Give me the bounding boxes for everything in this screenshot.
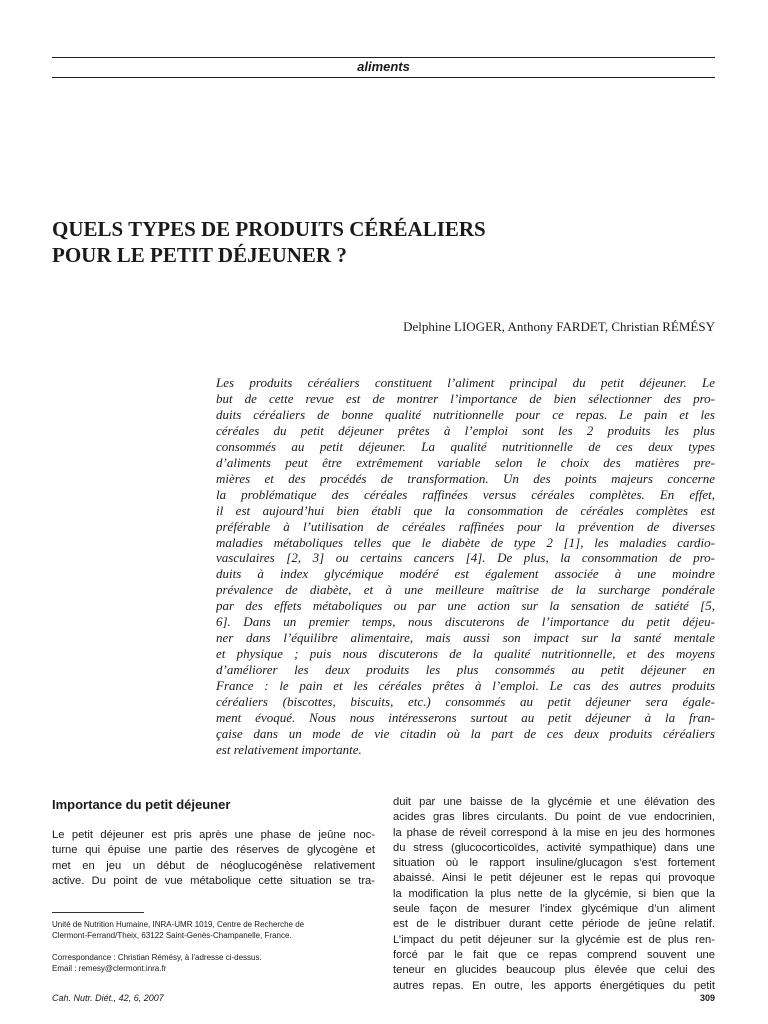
- footnote-correspondence: [52, 953, 375, 974]
- abstract-line: prévalence de diabète, et à une meilleure maîtrise de la surcharge pondérale: [216, 582, 715, 598]
- abstract-line: but de cette revue est de montrer l’importance de bien sélectionner des pro-: [216, 390, 715, 406]
- abstract-line: la problématique des céréales raffinées versus céréales complètes. En effet,: [216, 486, 715, 502]
- body-line: L’impact du petit déjeuner sur la glycémie est de plus ren-: [393, 933, 715, 946]
- body-column-left: [52, 828, 375, 889]
- section-heading: Importance du petit déjeuner: [52, 797, 231, 812]
- body-line: est de le distribuer durant cette période de jeûne relatif.: [393, 918, 715, 931]
- abstract-line: Les produits céréaliers constituent l’aliment principal du petit déjeuner. Le: [216, 375, 715, 390]
- article-authors: Delphine LIOGER, Anthony FARDET, Christian RÉMÉSY: [403, 319, 715, 334]
- abstract-line: ment évoqué. Nous nous intéresserons surtout au petit déjeuner à la fran-: [216, 710, 715, 726]
- footnote-rule: [52, 912, 144, 913]
- abstract-line: vasculaires [2, 3] ou certains cancers [4]. De plus, la consommation de pro-: [216, 550, 715, 566]
- abstract-line: d’améliorer les deux produits les plus consommés au petit déjeuner en: [216, 662, 715, 678]
- body-line: Le petit déjeuner est pris après une phase de jeûne noc-: [52, 829, 375, 841]
- body-line: la modification la plus nette de la glycémie, si bien que la: [393, 887, 715, 900]
- abstract-line: duits céréaliers de bonne qualité nutritionnelle pour ce repas. Le pain et les: [216, 406, 715, 422]
- body-line: turne qui épuise une partie des réserves de glycogène et: [52, 844, 375, 857]
- body-line: seule façon de mesurer l’index glycémique d’un aliment: [393, 903, 715, 916]
- body-line: teneur en glucides beaucoup plus élevée que celui des: [393, 964, 715, 977]
- journal-reference: Cah. Nutr. Diét., 42, 6, 2007: [52, 993, 164, 1003]
- body-line: la phase de réveil correspond à la mise en jeu des hormones: [393, 826, 715, 839]
- footnote-line: Unité de Nutrition Humaine, INRA-UMR 1019, Centre de Recherche de: [52, 920, 305, 929]
- abstract-line: duits à index glycémique modéré est également associée à une moindre: [216, 566, 715, 582]
- abstract-line: maladies métaboliques telles que le diabète de type 2 [1], les maladies cardio-: [216, 534, 715, 550]
- body-line: autres repas. En outre, les apports énergétiques du petit: [393, 979, 715, 992]
- abstract-line: çaise dans un mode de vie citadin où la part de ces deux produits céréaliers: [216, 725, 715, 741]
- section-label: aliments: [357, 59, 410, 74]
- body-line: active. Du point de vue métabolique cette situation se tra-: [52, 874, 375, 887]
- article-abstract: [216, 375, 715, 758]
- header-rule-bottom: [52, 77, 715, 78]
- page-number: 309: [699, 993, 715, 1003]
- footnote-line: Correspondance : Christian Rémésy, à l’adresse ci-dessus.: [52, 953, 262, 962]
- abstract-line: céréaliers (biscottes, biscuits, etc.) consommés au petit déjeuner sera égale-: [216, 694, 715, 710]
- body-line: met en jeu un début de néoglucogénèse relativement: [52, 859, 375, 872]
- body-line: acides gras libres circulants. Du point de vue endocrinien,: [393, 811, 715, 824]
- abstract-line: céréales du petit déjeuner prêtes à l’emploi sont les 2 produits les plus: [216, 422, 715, 438]
- abstract-line: d’aliments peut être extrêmement variable selon le choix des matières pre-: [216, 454, 715, 470]
- body-column-right: [393, 795, 715, 994]
- abstract-line: il est aujourd’hui bien établi que la consommation de céréales complètes est: [216, 502, 715, 518]
- body-line: duit par une baisse de la glycémie et une élévation des: [393, 796, 715, 808]
- abstract-line: et physique ; puis nous discuterons de la qualité nutritionnelle, et des moyens: [216, 646, 715, 662]
- abstract-line: 6]. Dans un premier temps, nous discuterons de l’importance du petit déjeu-: [216, 614, 715, 630]
- body-line: abaissé. Ainsi le petit déjeuner est le repas qui provoque: [393, 872, 715, 885]
- abstract-line: préférable à l’utilisation de céréales raffinées pour la prévention de diverses: [216, 518, 715, 534]
- body-line: du stress (glucocorticoïdes, activité sympathique) dans une: [393, 841, 715, 854]
- abstract-line: consommés au petit déjeuner. La qualité nutritionnelle de ces deux types: [216, 438, 715, 454]
- abstract-line: par des effets métaboliques ou par une action sur la sensation de satiété [5,: [216, 598, 715, 614]
- title-line: QUELS TYPES DE PRODUITS CÉRÉALIERS: [52, 217, 486, 241]
- footnote-affiliation: [52, 920, 375, 941]
- body-line: situation où le rapport insuline/glucagon s’est fortement: [393, 857, 715, 870]
- footnote-line: Clermont-Ferrand/Theix, 63122 Saint-Genès-Champanelle, France.: [52, 930, 292, 940]
- abstract-line: ner dans l’équilibre alimentaire, mais aussi son impact sur la santé mentale: [216, 630, 715, 646]
- abstract-line: mières et des procédés de transformation. Un des points majeurs concerne: [216, 470, 715, 486]
- abstract-line: France : le pain et les céréales prêtes à l’emploi. Le cas des autres produits: [216, 678, 715, 694]
- body-line: forcé par le fait que ce repas comprend souvent une: [393, 948, 715, 961]
- title-line: POUR LE PETIT DÉJEUNER ?: [52, 243, 347, 267]
- article-title: [52, 216, 715, 268]
- footnote-email[interactable]: Email : remesy@clermont.inra.fr: [52, 963, 167, 973]
- abstract-line: est relativement importante.: [216, 741, 362, 757]
